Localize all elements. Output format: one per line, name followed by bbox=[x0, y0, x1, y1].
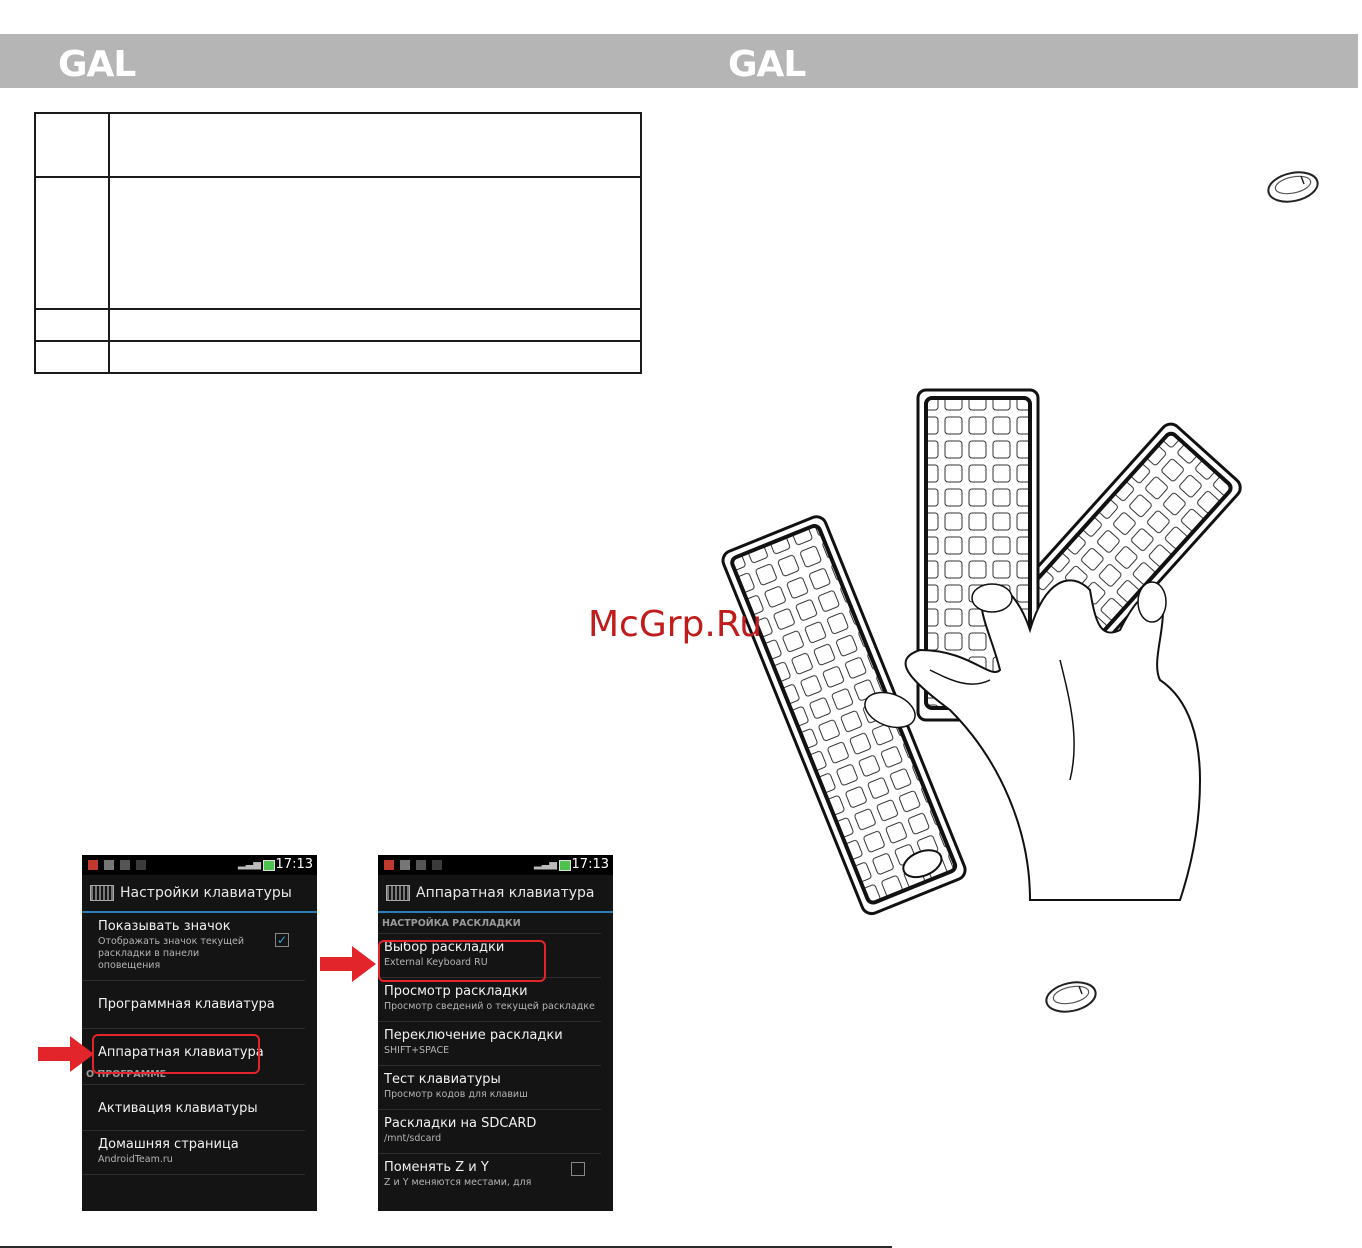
section-header-layout: НАСТРОЙКА РАСКЛАДКИ bbox=[378, 913, 601, 934]
screen-title-bar bbox=[378, 875, 613, 913]
mouse-icon bbox=[1044, 980, 1098, 1014]
settings-item-homepage[interactable] bbox=[82, 1131, 305, 1175]
item-subtitle: External Keyboard RU bbox=[384, 957, 488, 968]
settings-item-keyboard-test[interactable] bbox=[378, 1066, 601, 1110]
table-cell bbox=[35, 113, 109, 177]
screen-title: Настройки клавиатуры bbox=[120, 885, 292, 901]
item-subtitle: Z и Y меняются местами, для bbox=[384, 1177, 532, 1188]
item-subtitle: SHIFT+SPACE bbox=[384, 1045, 450, 1056]
notification-icons bbox=[88, 860, 146, 870]
keyboard-illustration bbox=[700, 380, 1340, 940]
settings-item-sdcard-layouts[interactable] bbox=[378, 1110, 601, 1154]
keyboard-icon bbox=[386, 885, 410, 901]
settings-item-show-icon[interactable] bbox=[82, 913, 305, 981]
item-title: Тест клавиатуры bbox=[384, 1072, 501, 1087]
item-subtitle: AndroidTeam.ru bbox=[98, 1154, 173, 1165]
section-header-about: О ПРОГРАММЕ bbox=[82, 1064, 305, 1085]
table-cell bbox=[109, 341, 641, 373]
status-clock: 17:13 bbox=[571, 857, 609, 872]
spec-table bbox=[34, 112, 642, 374]
item-title: Переключение раскладки bbox=[384, 1028, 563, 1043]
table-cell bbox=[109, 309, 641, 341]
table-cell bbox=[109, 177, 641, 309]
checkbox[interactable]: ✓ bbox=[276, 933, 288, 947]
keyboard-icon bbox=[136, 860, 146, 870]
status-clock: 17:13 bbox=[275, 857, 313, 872]
item-subtitle: Просмотр сведений о текущей раскладке bbox=[384, 1001, 595, 1012]
mouse-icon bbox=[1266, 170, 1320, 204]
arrow-right-icon bbox=[320, 946, 376, 982]
alarm-icon bbox=[400, 860, 410, 870]
gal-logo-right: GAL bbox=[728, 44, 806, 85]
phone-screenshot-hardware-keyboard bbox=[378, 855, 613, 1211]
alarm-icon bbox=[104, 860, 114, 870]
table-cell bbox=[109, 113, 641, 177]
phone-screenshot-keyboard-settings bbox=[82, 855, 317, 1211]
keyboard-icon bbox=[90, 885, 114, 901]
screen-title-bar bbox=[82, 875, 317, 913]
keyboard-icon bbox=[432, 860, 442, 870]
settings-item-swap-zy[interactable] bbox=[378, 1154, 601, 1197]
gal-logo-left: GAL bbox=[58, 44, 136, 85]
item-title: Домашняя страница bbox=[98, 1137, 239, 1152]
item-subtitle: /mnt/sdcard bbox=[384, 1133, 442, 1144]
image-icon bbox=[416, 860, 426, 870]
item-title: Раскладки на SDCARD bbox=[384, 1116, 537, 1131]
item-title: Выбор раскладки bbox=[384, 940, 505, 955]
item-title: Аппаратная клавиатура bbox=[98, 1045, 264, 1060]
battery-icon bbox=[559, 860, 571, 871]
item-subtitle: Просмотр кодов для клавиш bbox=[384, 1089, 528, 1100]
settings-item-software-keyboard[interactable] bbox=[82, 981, 305, 1029]
item-title: Программная клавиатура bbox=[98, 997, 275, 1012]
flag-icon bbox=[88, 860, 98, 870]
item-title: Активация клавиатуры bbox=[98, 1101, 258, 1116]
arrow-right-icon bbox=[38, 1036, 94, 1072]
image-icon bbox=[120, 860, 130, 870]
item-title: Показывать значок bbox=[98, 919, 231, 934]
watermark-text: McGrp.Ru bbox=[588, 604, 763, 645]
table-cell bbox=[35, 177, 109, 309]
status-bar bbox=[378, 855, 613, 875]
signal-icon: ▂▃▅ bbox=[533, 859, 557, 870]
battery-icon bbox=[263, 860, 275, 871]
table-cell bbox=[35, 309, 109, 341]
status-bar bbox=[82, 855, 317, 875]
checkbox[interactable] bbox=[571, 1162, 585, 1176]
highlight-box bbox=[92, 1034, 260, 1074]
settings-item-activation[interactable] bbox=[82, 1085, 305, 1131]
highlight-box bbox=[378, 940, 546, 982]
item-subtitle: Отображать значок текущей раскладки в панели оповещения bbox=[98, 936, 245, 971]
screen-title: Аппаратная клавиатура bbox=[416, 885, 595, 901]
settings-item-view-layout[interactable] bbox=[378, 978, 601, 1022]
signal-icon: ▂▃▅ bbox=[237, 859, 261, 870]
item-title: Поменять Z и Y bbox=[384, 1160, 489, 1175]
table-cell bbox=[35, 341, 109, 373]
settings-item-switch-layout[interactable] bbox=[378, 1022, 601, 1066]
flag-icon bbox=[384, 860, 394, 870]
item-title: Просмотр раскладки bbox=[384, 984, 528, 999]
notification-icons bbox=[384, 860, 442, 870]
